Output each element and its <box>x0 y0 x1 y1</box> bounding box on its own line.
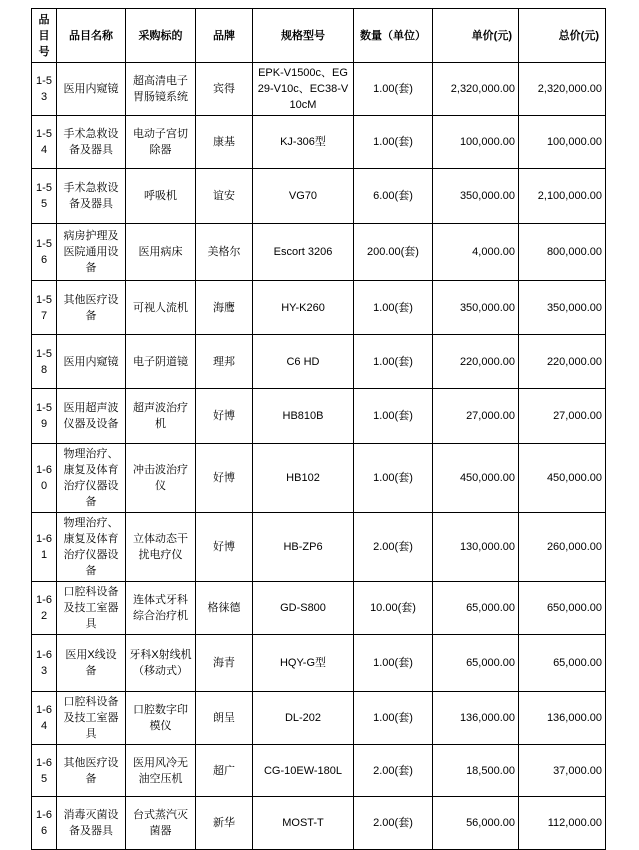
cell-brand: 朗呈 <box>196 692 253 745</box>
cell-quantity: 1.00(套) <box>354 281 433 335</box>
cell-target: 超高清电子胃肠镜系统 <box>126 63 196 116</box>
table-row <box>32 116 606 169</box>
cell-model: DL-202 <box>253 692 354 745</box>
cell-item-id: 1-54 <box>32 116 57 169</box>
cell-brand: 新华 <box>196 797 253 850</box>
cell-total-price: 112,000.00 <box>519 797 606 850</box>
cell-unit-price: 65,000.00 <box>433 635 519 692</box>
cell-model: HQY-G型 <box>253 635 354 692</box>
cell-target: 医用风冷无油空压机 <box>126 745 196 797</box>
cell-unit-price: 18,500.00 <box>433 745 519 797</box>
cell-target: 可视人流机 <box>126 281 196 335</box>
column-header-model: 规格型号 <box>253 9 354 63</box>
cell-total-price: 800,000.00 <box>519 224 606 281</box>
cell-target: 冲击波治疗仪 <box>126 444 196 513</box>
cell-quantity: 1.00(套) <box>354 335 433 389</box>
column-header-item-id: 品目号 <box>32 9 57 63</box>
cell-item-id: 1-53 <box>32 63 57 116</box>
cell-quantity: 6.00(套) <box>354 169 433 224</box>
cell-target: 医用病床 <box>126 224 196 281</box>
cell-total-price: 2,320,000.00 <box>519 63 606 116</box>
column-header-item-name: 品目名称 <box>57 9 126 63</box>
cell-total-price: 136,000.00 <box>519 692 606 745</box>
cell-item-id: 1-55 <box>32 169 57 224</box>
cell-unit-price: 27,000.00 <box>433 389 519 444</box>
cell-target: 台式蒸汽灭菌器 <box>126 797 196 850</box>
table-row <box>32 444 606 513</box>
cell-target: 牙科X射线机（移动式） <box>126 635 196 692</box>
cell-total-price: 350,000.00 <box>519 281 606 335</box>
cell-item-id: 1-58 <box>32 335 57 389</box>
cell-brand: 海鹰 <box>196 281 253 335</box>
table-row <box>32 63 606 116</box>
cell-model: C6 HD <box>253 335 354 389</box>
cell-brand: 超广 <box>196 745 253 797</box>
table-row <box>32 389 606 444</box>
cell-unit-price: 56,000.00 <box>433 797 519 850</box>
table-row <box>32 692 606 745</box>
cell-item-id: 1-60 <box>32 444 57 513</box>
cell-item-name: 医用超声波仪器及设备 <box>57 389 126 444</box>
cell-item-name: 手术急救设备及器具 <box>57 169 126 224</box>
cell-quantity: 1.00(套) <box>354 635 433 692</box>
cell-brand: 理邦 <box>196 335 253 389</box>
cell-brand: 宾得 <box>196 63 253 116</box>
cell-item-id: 1-66 <box>32 797 57 850</box>
cell-brand: 谊安 <box>196 169 253 224</box>
cell-total-price: 2,100,000.00 <box>519 169 606 224</box>
cell-unit-price: 350,000.00 <box>433 281 519 335</box>
cell-unit-price: 136,000.00 <box>433 692 519 745</box>
cell-item-id: 1-59 <box>32 389 57 444</box>
cell-brand: 好博 <box>196 513 253 582</box>
cell-unit-price: 100,000.00 <box>433 116 519 169</box>
cell-target: 电子阴道镜 <box>126 335 196 389</box>
cell-total-price: 650,000.00 <box>519 582 606 635</box>
cell-unit-price: 450,000.00 <box>433 444 519 513</box>
cell-model: VG70 <box>253 169 354 224</box>
cell-model: HB810B <box>253 389 354 444</box>
cell-item-name: 口腔科设备及技工室器具 <box>57 692 126 745</box>
cell-quantity: 1.00(套) <box>354 116 433 169</box>
cell-model: GD-S800 <box>253 582 354 635</box>
column-header-brand: 品牌 <box>196 9 253 63</box>
cell-brand: 格徕德 <box>196 582 253 635</box>
cell-item-name: 病房护理及医院通用设备 <box>57 224 126 281</box>
cell-quantity: 1.00(套) <box>354 389 433 444</box>
cell-total-price: 27,000.00 <box>519 389 606 444</box>
cell-item-id: 1-64 <box>32 692 57 745</box>
cell-item-name: 消毒灭菌设备及器具 <box>57 797 126 850</box>
cell-brand: 康基 <box>196 116 253 169</box>
cell-quantity: 1.00(套) <box>354 692 433 745</box>
cell-model: KJ-306型 <box>253 116 354 169</box>
cell-item-name: 其他医疗设备 <box>57 745 126 797</box>
column-header-total-price: 总价(元) <box>519 9 606 63</box>
cell-model: EPK-V1500c、EG29-V10c、EC38-V10cM <box>253 63 354 116</box>
cell-quantity: 10.00(套) <box>354 582 433 635</box>
cell-model: HY-K260 <box>253 281 354 335</box>
cell-unit-price: 130,000.00 <box>433 513 519 582</box>
cell-target: 呼吸机 <box>126 169 196 224</box>
cell-target: 连体式牙科综合治疗机 <box>126 582 196 635</box>
procurement-items-table <box>31 8 606 850</box>
cell-unit-price: 220,000.00 <box>433 335 519 389</box>
cell-model: HB-ZP6 <box>253 513 354 582</box>
cell-model: HB102 <box>253 444 354 513</box>
cell-item-id: 1-62 <box>32 582 57 635</box>
cell-target: 超声波治疗机 <box>126 389 196 444</box>
cell-item-name: 医用X线设备 <box>57 635 126 692</box>
cell-total-price: 260,000.00 <box>519 513 606 582</box>
cell-brand: 美格尔 <box>196 224 253 281</box>
cell-item-name: 医用内窥镜 <box>57 63 126 116</box>
cell-quantity: 2.00(套) <box>354 745 433 797</box>
cell-item-name: 医用内窥镜 <box>57 335 126 389</box>
cell-total-price: 450,000.00 <box>519 444 606 513</box>
cell-total-price: 37,000.00 <box>519 745 606 797</box>
column-header-quantity: 数量（单位） <box>354 9 433 63</box>
cell-target: 电动子宫切除器 <box>126 116 196 169</box>
cell-target: 立体动态干扰电疗仪 <box>126 513 196 582</box>
cell-quantity: 2.00(套) <box>354 797 433 850</box>
cell-quantity: 1.00(套) <box>354 63 433 116</box>
cell-model: MOST-T <box>253 797 354 850</box>
cell-unit-price: 65,000.00 <box>433 582 519 635</box>
column-header-unit-price: 单价(元) <box>433 9 519 63</box>
cell-target: 口腔数字印模仪 <box>126 692 196 745</box>
cell-unit-price: 4,000.00 <box>433 224 519 281</box>
cell-item-name: 手术急救设备及器具 <box>57 116 126 169</box>
table-row <box>32 224 606 281</box>
cell-quantity: 2.00(套) <box>354 513 433 582</box>
cell-unit-price: 2,320,000.00 <box>433 63 519 116</box>
cell-total-price: 65,000.00 <box>519 635 606 692</box>
table-row <box>32 335 606 389</box>
header-row <box>32 9 606 63</box>
cell-item-id: 1-65 <box>32 745 57 797</box>
table-row <box>32 169 606 224</box>
cell-item-name: 物理治疗、康复及体育治疗仪器设备 <box>57 513 126 582</box>
cell-total-price: 220,000.00 <box>519 335 606 389</box>
cell-brand: 好博 <box>196 389 253 444</box>
cell-brand: 海青 <box>196 635 253 692</box>
cell-model: CG-10EW-180L <box>253 745 354 797</box>
cell-brand: 好博 <box>196 444 253 513</box>
table-row <box>32 513 606 582</box>
cell-total-price: 100,000.00 <box>519 116 606 169</box>
cell-item-name: 物理治疗、康复及体育治疗仪器设备 <box>57 444 126 513</box>
cell-item-id: 1-57 <box>32 281 57 335</box>
table-row <box>32 797 606 850</box>
table-row <box>32 281 606 335</box>
cell-item-name: 其他医疗设备 <box>57 281 126 335</box>
cell-unit-price: 350,000.00 <box>433 169 519 224</box>
table-row <box>32 635 606 692</box>
column-header-target: 采购标的 <box>126 9 196 63</box>
cell-quantity: 200.00(套) <box>354 224 433 281</box>
cell-item-id: 1-56 <box>32 224 57 281</box>
cell-item-id: 1-63 <box>32 635 57 692</box>
table-row <box>32 745 606 797</box>
cell-quantity: 1.00(套) <box>354 444 433 513</box>
cell-item-id: 1-61 <box>32 513 57 582</box>
cell-model: Escort 3206 <box>253 224 354 281</box>
table-row <box>32 582 606 635</box>
cell-item-name: 口腔科设备及技工室器具 <box>57 582 126 635</box>
